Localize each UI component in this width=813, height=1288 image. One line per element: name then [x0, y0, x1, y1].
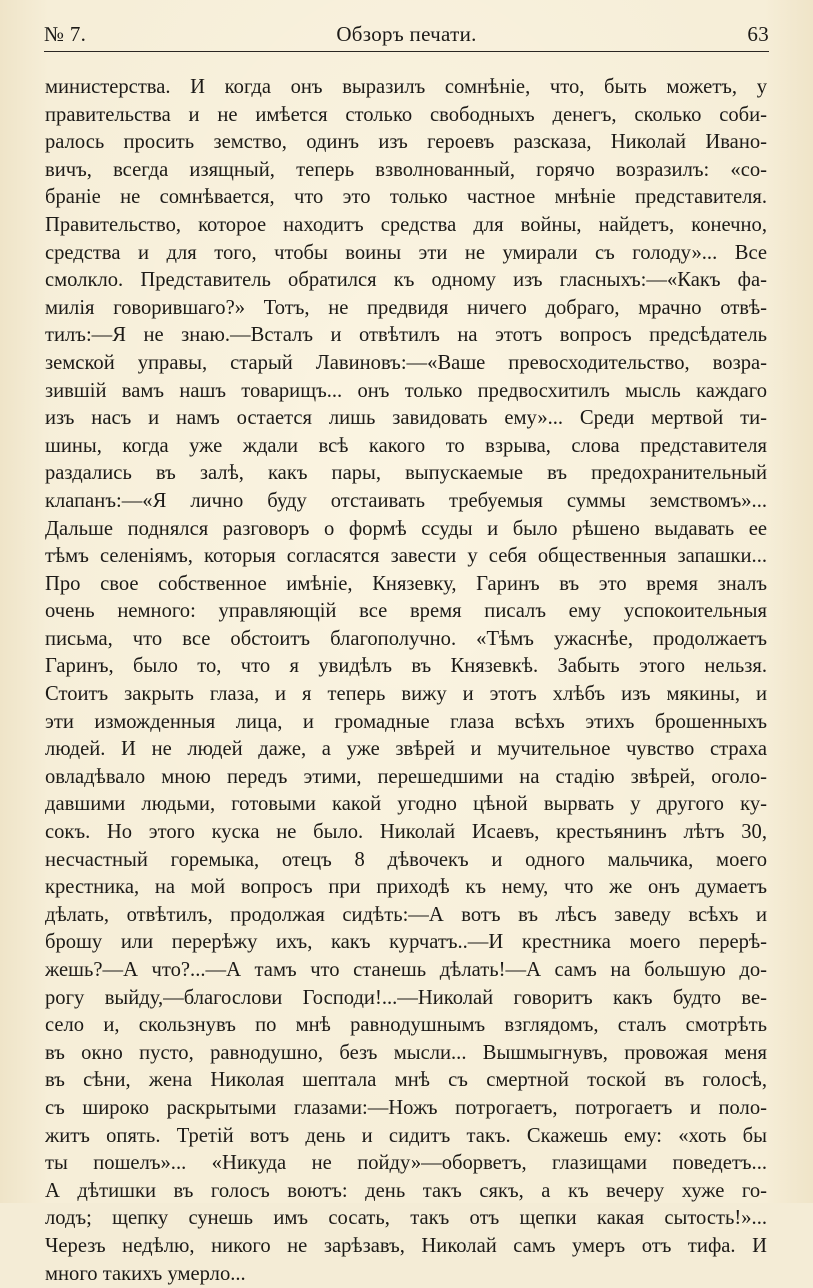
text-line: сокъ. Но этого куска не было. Николай Исаевъ, крестьянинъ лѣтъ 30, [45, 821, 767, 844]
text-line: смолкло. Представитель обратился къ одному изъ гласныхъ:—«Какъ фа- [45, 269, 767, 292]
text-line: овладѣвало мною передъ этими, перешедшими на стадію звѣрей, оголо- [45, 765, 767, 788]
text-line: тилъ:—Я не знаю.—Всталъ и отвѣтилъ на этотъ вопросъ предсѣдатель [45, 324, 767, 347]
text-line: несчастный горемыка, отецъ 8 дѣвочекъ и одного мальчика, моего [45, 848, 767, 871]
header-rule [44, 51, 769, 52]
text-line: письма, что все обстоитъ благополучно. «Тѣмъ ужаснѣе, продолжаетъ [45, 627, 767, 650]
text-line: Дальше поднялся разговоръ о формѣ ссуды и было рѣшено выдавать ее [45, 517, 767, 540]
text-line: правительства и не имѣется столько свободныхъ денегъ, сколько соби- [45, 103, 767, 126]
text-line: село и, скользнувъ по мнѣ равнодушнымъ взглядомъ, сталъ смотрѣть [45, 1014, 767, 1037]
text-line: зившій вамъ нашъ товарищъ... онъ только предвосхитилъ мысль каждаго [45, 379, 767, 402]
journal-section-title: Обзоръ печати. [336, 22, 477, 46]
text-line: въ окно пусто, равнодушно, безъ мысли... Вышмыгнувъ, провожая меня [45, 1041, 767, 1064]
text-line: много такихъ умерло... [45, 1262, 246, 1285]
text-line: рогу выйду,—благослови Господи!...—Николай говоритъ какъ будто ве- [45, 986, 767, 1009]
issue-number: № 7. [44, 22, 87, 46]
running-head [44, 22, 769, 50]
text-line: лодъ; щепку сунешь имъ сосать, такъ отъ щепки какая сытость!»... [45, 1207, 767, 1230]
text-line: эти изможденныя лица, и громадные глаза всѣхъ этихъ брошенныхъ [45, 710, 767, 733]
text-line: въ сѣни, жена Николая шептала мнѣ съ смертной тоской въ голосѣ, [45, 1069, 767, 1092]
text-line: земской управы, старый Лавиновъ:—«Ваше превосходительство, возра- [45, 351, 767, 374]
text-line: жешь?—А что?...—А тамъ что станешь дѣлать!—А самъ на большую до- [45, 959, 767, 981]
text-line: тѣмъ селеніямъ, которыя согласятся завести у себя общественныя запашки... [45, 545, 767, 568]
text-line: ты пошелъ»... «Никуда не пойду»—оборветъ, глазищами поведетъ... [45, 1152, 767, 1175]
text-line: Черезъ недѣлю, никого не зарѣзавъ, Николай самъ умеръ отъ тифа. И [45, 1234, 767, 1257]
text-line: дѣлать, отвѣтилъ, продолжая сидѣть:—А вотъ въ лѣсъ заведу всѣхъ и [45, 903, 767, 926]
text-line: съ широко раскрытыми глазами:—Ножъ потрогаетъ, потрогаетъ и поло- [45, 1096, 767, 1119]
text-line: вичъ, всегда изящный, теперь взволнованный, горячо возразилъ: «со- [45, 158, 767, 181]
text-line: изъ насъ и намъ остается лишь завидовать ему»... Среди мертвой ти- [45, 407, 767, 430]
text-line: клапанъ:—«Я лично буду отстаивать требуемыя суммы земствомъ»... [45, 489, 767, 512]
text-line: житъ опять. Третій вотъ день и сидитъ такъ. Скажешь ему: «хоть бы [45, 1124, 767, 1147]
text-line: Про свое собственное имѣніе, Князевку, Гаринъ въ это время зналъ [45, 572, 767, 595]
text-line: брошу или перерѣжу ихъ, какъ курчатъ..—И крестника моего перерѣ- [45, 931, 767, 954]
text-line: раздались въ залѣ, какъ пары, выпускаемые въ предохранительный [45, 462, 767, 485]
text-line: Гаринъ, было то, что я увидѣлъ въ Князевкѣ. Забыть этого нельзя. [45, 655, 767, 678]
body-text [45, 74, 767, 1288]
text-line: средства и для того, чтобы воины эти не умирали съ голоду»... Все [45, 241, 767, 264]
text-line: браніе не сомнѣвается, что это только частное мнѣніе представителя. [45, 186, 767, 209]
text-line: очень немного: управляющій все время писалъ ему успокоительныя [45, 600, 767, 623]
text-line: шины, когда уже ждали всѣ какого то взрыва, слова представителя [45, 434, 767, 457]
text-line: Правительство, которое находитъ средства для войны, найдетъ, конечно, [45, 213, 767, 236]
text-line: милія говорившаго?» Тотъ, не предвидя ничего добраго, мрачно отвѣ- [45, 296, 767, 319]
text-line: министерства. И когда онъ выразилъ сомнѣніе, что, быть можетъ, у [45, 76, 767, 98]
text-line: А дѣтишки въ голосъ воютъ: день такъ сякъ, а къ вечеру хуже го- [45, 1179, 767, 1202]
text-line: ралось просить земство, одинъ изъ героевъ разсказа, Николай Ивано- [45, 131, 767, 154]
text-line: людей. И не людей даже, а уже звѣрей и мучительное чувство страха [45, 738, 767, 761]
text-line: Стоитъ закрыть глаза, и я теперь вижу и этотъ хлѣбъ изъ мякины, и [45, 683, 767, 706]
page-number: 63 [747, 22, 769, 46]
text-line: крестника, на мой вопросъ при приходѣ къ нему, что же онъ думаетъ [45, 876, 767, 899]
text-line: давшими людьми, готовыми какой угодно цѣной вырвать у другого ку- [45, 793, 767, 816]
